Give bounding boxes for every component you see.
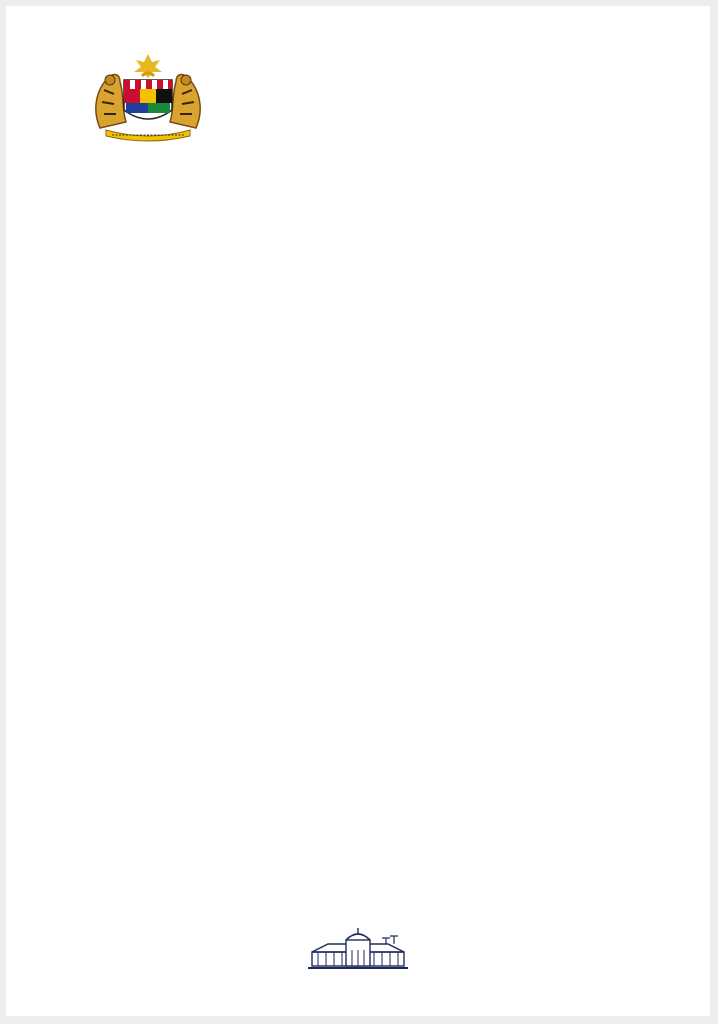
paragraph-5 — [88, 810, 638, 834]
paragraph-4 — [88, 540, 638, 564]
coat-of-arms-logo — [90, 50, 206, 142]
wisma-putra-building-icon — [298, 926, 418, 970]
press-release-page — [6, 6, 710, 1016]
qr-code — [106, 631, 246, 771]
